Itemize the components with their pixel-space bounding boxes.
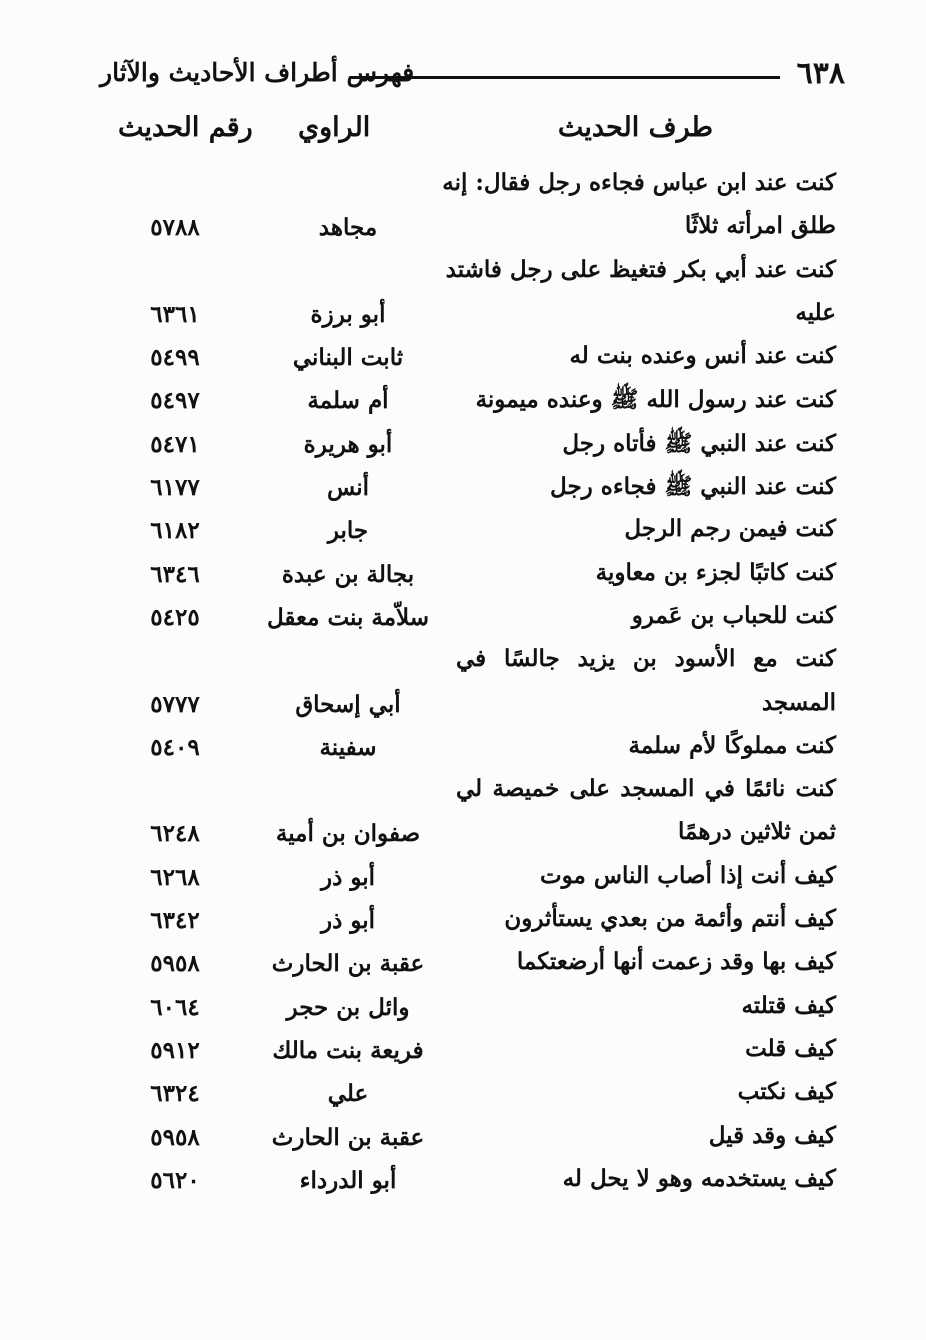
entry-line <box>0 944 926 987</box>
index-entry <box>0 944 926 987</box>
column-headers <box>100 112 845 162</box>
index-entry <box>0 381 926 424</box>
entry-line <box>0 901 926 944</box>
hadith-text: كنت للحباب بن عَمرو <box>631 601 836 629</box>
hadith-text: كنت مع الأسود بن يزيد جالسًا في <box>456 645 836 673</box>
index-entry <box>0 1031 926 1074</box>
narrator-name: ثابت البناني <box>292 344 404 372</box>
index-entry <box>0 771 926 858</box>
page-number: ٦٣٨ <box>796 56 845 91</box>
hadith-number: ٥٧٨٨ <box>150 214 200 242</box>
hadith-text: كنت فيمن رجم الرجل <box>624 515 836 543</box>
entry-line <box>0 728 926 771</box>
header-rule <box>350 76 780 79</box>
entry-line <box>0 641 926 684</box>
hadith-text: كيف قلت <box>745 1034 836 1062</box>
hadith-number: ٥٩٥٨ <box>150 1123 200 1151</box>
narrator-name: جابر <box>327 517 369 545</box>
entry-line <box>0 165 926 208</box>
narrator-name: أنس <box>326 474 370 502</box>
entry-line <box>0 1118 926 1161</box>
index-entry <box>0 1161 926 1204</box>
entry-line <box>0 295 926 338</box>
index-entry <box>0 338 926 381</box>
hadith-number: ٥٩١٢ <box>150 1036 200 1064</box>
hadith-text: كيف يستخدمه وهو لا يحل له <box>562 1164 836 1192</box>
column-header-number: رقم الحديث <box>118 112 253 143</box>
narrator-name: صفوان بن أمية <box>275 820 421 848</box>
hadith-text: المسجد <box>761 688 836 716</box>
hadith-text: كيف أنتم وأئمة من بعدي يستأثرون <box>504 905 836 933</box>
narrator-name: أبو الدرداء <box>299 1166 397 1194</box>
hadith-text: عليه <box>795 298 836 326</box>
entry-line <box>0 338 926 381</box>
index-entry <box>0 1074 926 1117</box>
entry-line <box>0 468 926 511</box>
hadith-number: ٦٠٦٤ <box>150 993 200 1021</box>
entry-line <box>0 252 926 295</box>
hadith-number: ٦٢٦٨ <box>150 863 200 891</box>
index-entry <box>0 165 926 252</box>
hadith-text: كنت عند أبي بكر فتغيظ على رجل فاشتد <box>445 255 836 283</box>
entry-line <box>0 1161 926 1204</box>
hadith-number: ٦٣٤٦ <box>150 560 200 588</box>
index-entry <box>0 641 926 728</box>
hadith-text: كنت مملوكًا لأم سلمة <box>628 731 836 759</box>
narrator-name: علي <box>327 1080 369 1108</box>
index-entry <box>0 468 926 511</box>
narrator-name: أبو هريرة <box>303 430 393 458</box>
narrator-name: عقبة بن الحارث <box>271 950 425 978</box>
column-header-hadith: طرف الحديث <box>557 112 713 143</box>
hadith-number: ٥٤٢٥ <box>150 603 200 631</box>
entry-line <box>0 598 926 641</box>
hadith-text: كنت عند ابن عباس فجاءه رجل فقال: إنه <box>442 169 836 196</box>
hadith-text: كنت عند النبي ﷺ فأتاه رجل <box>562 429 836 457</box>
hadith-number: ٥٤٠٩ <box>150 733 200 761</box>
hadith-text: كنت نائمًا في المسجد على خميصة لي <box>456 775 836 803</box>
entry-line <box>0 511 926 554</box>
index-entry <box>0 555 926 598</box>
hadith-text: كيف نكتب <box>737 1078 836 1106</box>
hadith-number: ٥٤٩٩ <box>150 344 200 372</box>
entry-line <box>0 208 926 251</box>
hadith-number: ٥٩٥٨ <box>150 950 200 978</box>
entry-line <box>0 555 926 598</box>
hadith-text: كنت عند أنس وعنده بنت له <box>569 342 836 370</box>
narrator-name: أبي إسحاق <box>295 690 401 718</box>
narrator-name: بجالة بن عبدة <box>281 560 415 588</box>
hadith-number: ٦٣٤٢ <box>150 907 200 935</box>
narrator-name: مجاهد <box>318 214 378 242</box>
entry-line <box>0 1074 926 1117</box>
entry-line <box>0 771 926 814</box>
narrator-name: أبو ذر <box>320 863 376 891</box>
index-entry <box>0 728 926 771</box>
hadith-text: ثمن ثلاثين درهمًا <box>678 818 836 846</box>
index-entry <box>0 598 926 641</box>
hadith-number: ٦٢٤٨ <box>150 820 200 848</box>
hadith-number: ٦٣٢٤ <box>150 1080 200 1108</box>
entry-line <box>0 858 926 901</box>
index-entry <box>0 988 926 1031</box>
narrator-name: أبو برزة <box>310 300 386 328</box>
entry-line <box>0 988 926 1031</box>
hadith-number: ٥٧٧٧ <box>150 690 200 718</box>
hadith-index-list <box>0 165 926 1204</box>
hadith-number: ٥٦٢٠ <box>150 1166 200 1194</box>
index-entry <box>0 858 926 901</box>
narrator-name: أم سلمة <box>307 387 389 415</box>
hadith-number: ٦٣٦١ <box>150 300 200 328</box>
narrator-name: عقبة بن الحارث <box>271 1123 425 1151</box>
entry-line <box>0 814 926 857</box>
index-entry <box>0 1118 926 1161</box>
hadith-number: ٥٤٩٧ <box>150 387 200 415</box>
entry-line <box>0 685 926 728</box>
hadith-text: كيف أنت إذا أصاب الناس موت <box>540 861 836 889</box>
hadith-text: كنت عند رسول الله ﷺ وعنده ميمونة <box>475 386 836 414</box>
index-entry <box>0 252 926 339</box>
narrator-name: وائل بن حجر <box>286 993 410 1021</box>
index-entry <box>0 511 926 554</box>
index-entry <box>0 425 926 468</box>
column-header-narrator: الراوي <box>298 112 371 143</box>
running-title: فهرس أطراف الأحاديث والآثار <box>100 58 415 87</box>
hadith-number: ٦١٨٢ <box>150 517 200 545</box>
narrator-name: سفينة <box>319 733 377 761</box>
narrator-name: أبو ذر <box>320 907 376 935</box>
hadith-text: كنت عند النبي ﷺ فجاءه رجل <box>550 473 836 501</box>
narrator-name: فريعة بنت مالك <box>272 1036 424 1064</box>
page-header <box>100 52 845 102</box>
hadith-text: كيف قتلته <box>741 991 836 1019</box>
narrator-name: سلاّمة بنت معقل <box>266 603 430 631</box>
hadith-text: كنت كاتبًا لجزء بن معاوية <box>595 558 836 586</box>
hadith-text: طلق امرأته ثلاثًا <box>684 212 836 240</box>
hadith-number: ٥٤٧١ <box>150 430 200 458</box>
entry-line <box>0 381 926 424</box>
index-entry <box>0 901 926 944</box>
hadith-text: كيف بها وقد زعمت أنها أرضعتكما <box>516 948 836 976</box>
entry-line <box>0 425 926 468</box>
entry-line <box>0 1031 926 1074</box>
hadith-text: كيف وقد قيل <box>708 1121 836 1149</box>
hadith-number: ٦١٧٧ <box>150 474 200 502</box>
